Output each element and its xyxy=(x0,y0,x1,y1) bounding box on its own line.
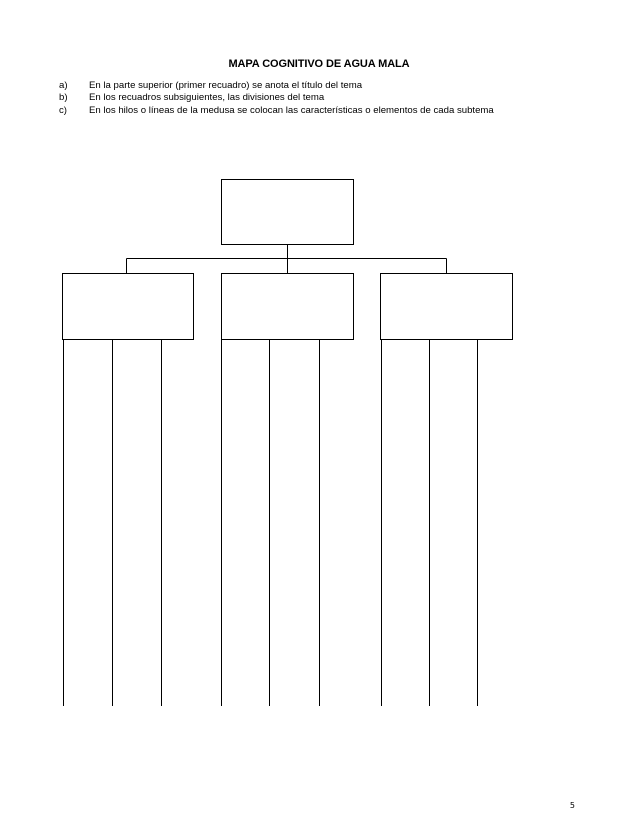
instruction-marker: b) xyxy=(59,92,68,104)
instruction-text: En los hilos o líneas de la medusa se colocan las características o elementos de cada subtema xyxy=(89,104,494,116)
subtopic-box-left xyxy=(63,274,194,340)
instruction-text: En los recuadros subsiguientes, las divisiones del tema xyxy=(89,92,325,104)
title-box xyxy=(222,180,354,245)
instruction-marker: a) xyxy=(59,80,68,91)
instruction-text: En la parte superior (primer recuadro) se anota el título del tema xyxy=(89,80,363,91)
page-title: MAPA COGNITIVO DE AGUA MALA xyxy=(228,58,410,70)
page-number: 5 xyxy=(569,801,575,810)
subtopic-box-center xyxy=(222,274,354,340)
instruction-marker: c) xyxy=(59,104,67,116)
subtopic-box-right xyxy=(381,274,513,340)
